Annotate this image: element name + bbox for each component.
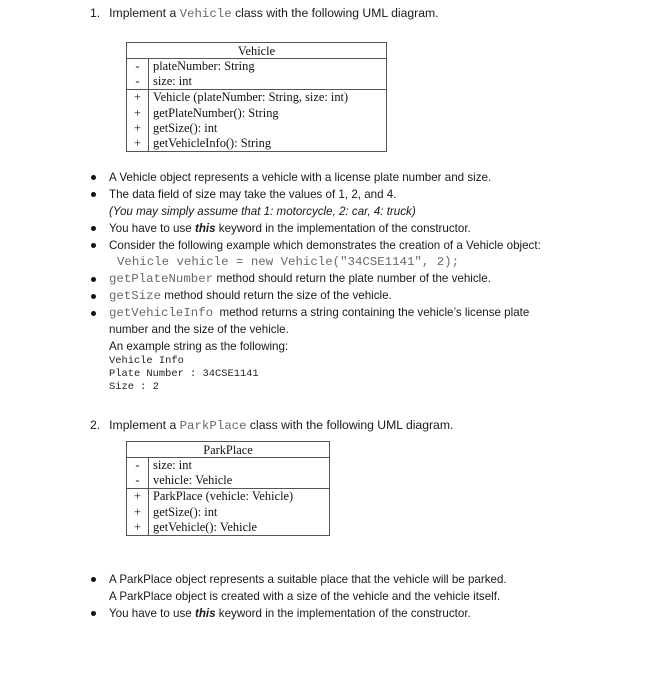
uml-method-row: + ParkPlace (vehicle: Vehicle) xyxy=(127,489,329,504)
q1-constructor-example-code: Vehicle vehicle = new Vehicle("34CSE1141", 2); xyxy=(117,255,460,269)
bullet-dot xyxy=(91,226,96,231)
uml-fields-section xyxy=(127,458,329,489)
q1-heading xyxy=(90,6,439,21)
method-code: getVehicleInfo xyxy=(109,306,214,320)
example-output-line: Size : 2 xyxy=(109,381,159,393)
q1-bullet-1: A Vehicle object represents a vehicle with a license plate number and size. xyxy=(109,171,492,184)
uml-class-title: ParkPlace xyxy=(127,442,329,458)
uml-method-row: + getSize(): int xyxy=(127,121,386,136)
uml-method-row: + getPlateNumber(): String xyxy=(127,106,386,121)
q1-class-code: Vehicle xyxy=(179,7,232,21)
method-code: getPlateNumber xyxy=(109,272,214,286)
q1-suffix: class with the following UML diagram. xyxy=(231,6,439,20)
bullet-dot xyxy=(91,611,96,616)
q2-suffix: class with the following UML diagram. xyxy=(246,418,454,432)
q1-bullet-7-line-3: An example string as the following: xyxy=(109,340,289,353)
q1-bullet-2: The data field of size may take the values of 1, 2, and 4. xyxy=(109,188,397,201)
q1-bullet-2-note: (You may simply assume that 1: motorcycle, 2: car, 4: truck) xyxy=(109,205,416,218)
uml-method-row: + getVehicle(): Vehicle xyxy=(127,520,329,535)
example-output-line: Plate Number : 34CSE1141 xyxy=(109,368,259,380)
bullet-dot xyxy=(91,192,96,197)
q1-bullet-7-line-2: number and the size of the vehicle. xyxy=(109,323,289,336)
example-output-line: Vehicle Info xyxy=(109,355,184,367)
q2-bullet-1: A ParkPlace object represents a suitable place that the vehicle will be parked. xyxy=(109,573,507,586)
bullet-dot xyxy=(91,311,96,316)
q2-number: 2. xyxy=(90,418,101,432)
uml-method-row: + getSize(): int xyxy=(127,505,329,520)
this-keyword: this xyxy=(194,222,216,235)
bullet-dot xyxy=(91,294,96,299)
vehicle-uml-diagram xyxy=(126,42,387,152)
q2-bullet-1-line-2: A ParkPlace object is created with a size of the vehicle and the vehicle itself. xyxy=(109,590,501,603)
method-code: getSize xyxy=(109,289,162,303)
uml-fields-section xyxy=(127,59,386,90)
bullet-dot xyxy=(91,175,96,180)
q1-number: 1. xyxy=(90,6,101,20)
uml-field-row: - plateNumber: String xyxy=(127,59,386,74)
q1-bullet-3: You have to use this keyword in the implementation of the constructor. xyxy=(109,222,471,235)
parkplace-uml-diagram xyxy=(126,441,330,536)
bullet-dot xyxy=(91,577,96,582)
uml-method-row: + getVehicleInfo(): String xyxy=(127,136,386,151)
uml-methods-section xyxy=(127,489,329,535)
uml-field-row: - size: int xyxy=(127,458,329,473)
q2-prefix: Implement a xyxy=(109,418,180,432)
uml-methods-section xyxy=(127,90,386,151)
q2-class-code: ParkPlace xyxy=(179,419,247,433)
q2-heading xyxy=(90,418,453,433)
q1-bullet-5: getPlateNumber method should return the plate number of the vehicle. xyxy=(109,272,491,286)
q1-prefix: Implement a xyxy=(109,6,180,20)
bullet-dot xyxy=(91,277,96,282)
uml-class-title: Vehicle xyxy=(127,43,386,59)
bullet-dot xyxy=(91,243,96,248)
q1-bullet-7: getVehicleInfo method returns a string containing the vehicle’s license plate xyxy=(109,306,530,320)
this-keyword: this xyxy=(194,607,216,620)
q1-bullet-6: getSize method should return the size of the vehicle. xyxy=(109,289,392,303)
uml-method-row: + Vehicle (plateNumber: String, size: int) xyxy=(127,90,386,105)
q2-bullet-2: You have to use this keyword in the implementation of the constructor. xyxy=(109,607,471,620)
uml-field-row: - vehicle: Vehicle xyxy=(127,473,329,488)
uml-field-row: - size: int xyxy=(127,74,386,89)
q1-bullet-4: Consider the following example which demonstrates the creation of a Vehicle object: xyxy=(109,239,541,252)
